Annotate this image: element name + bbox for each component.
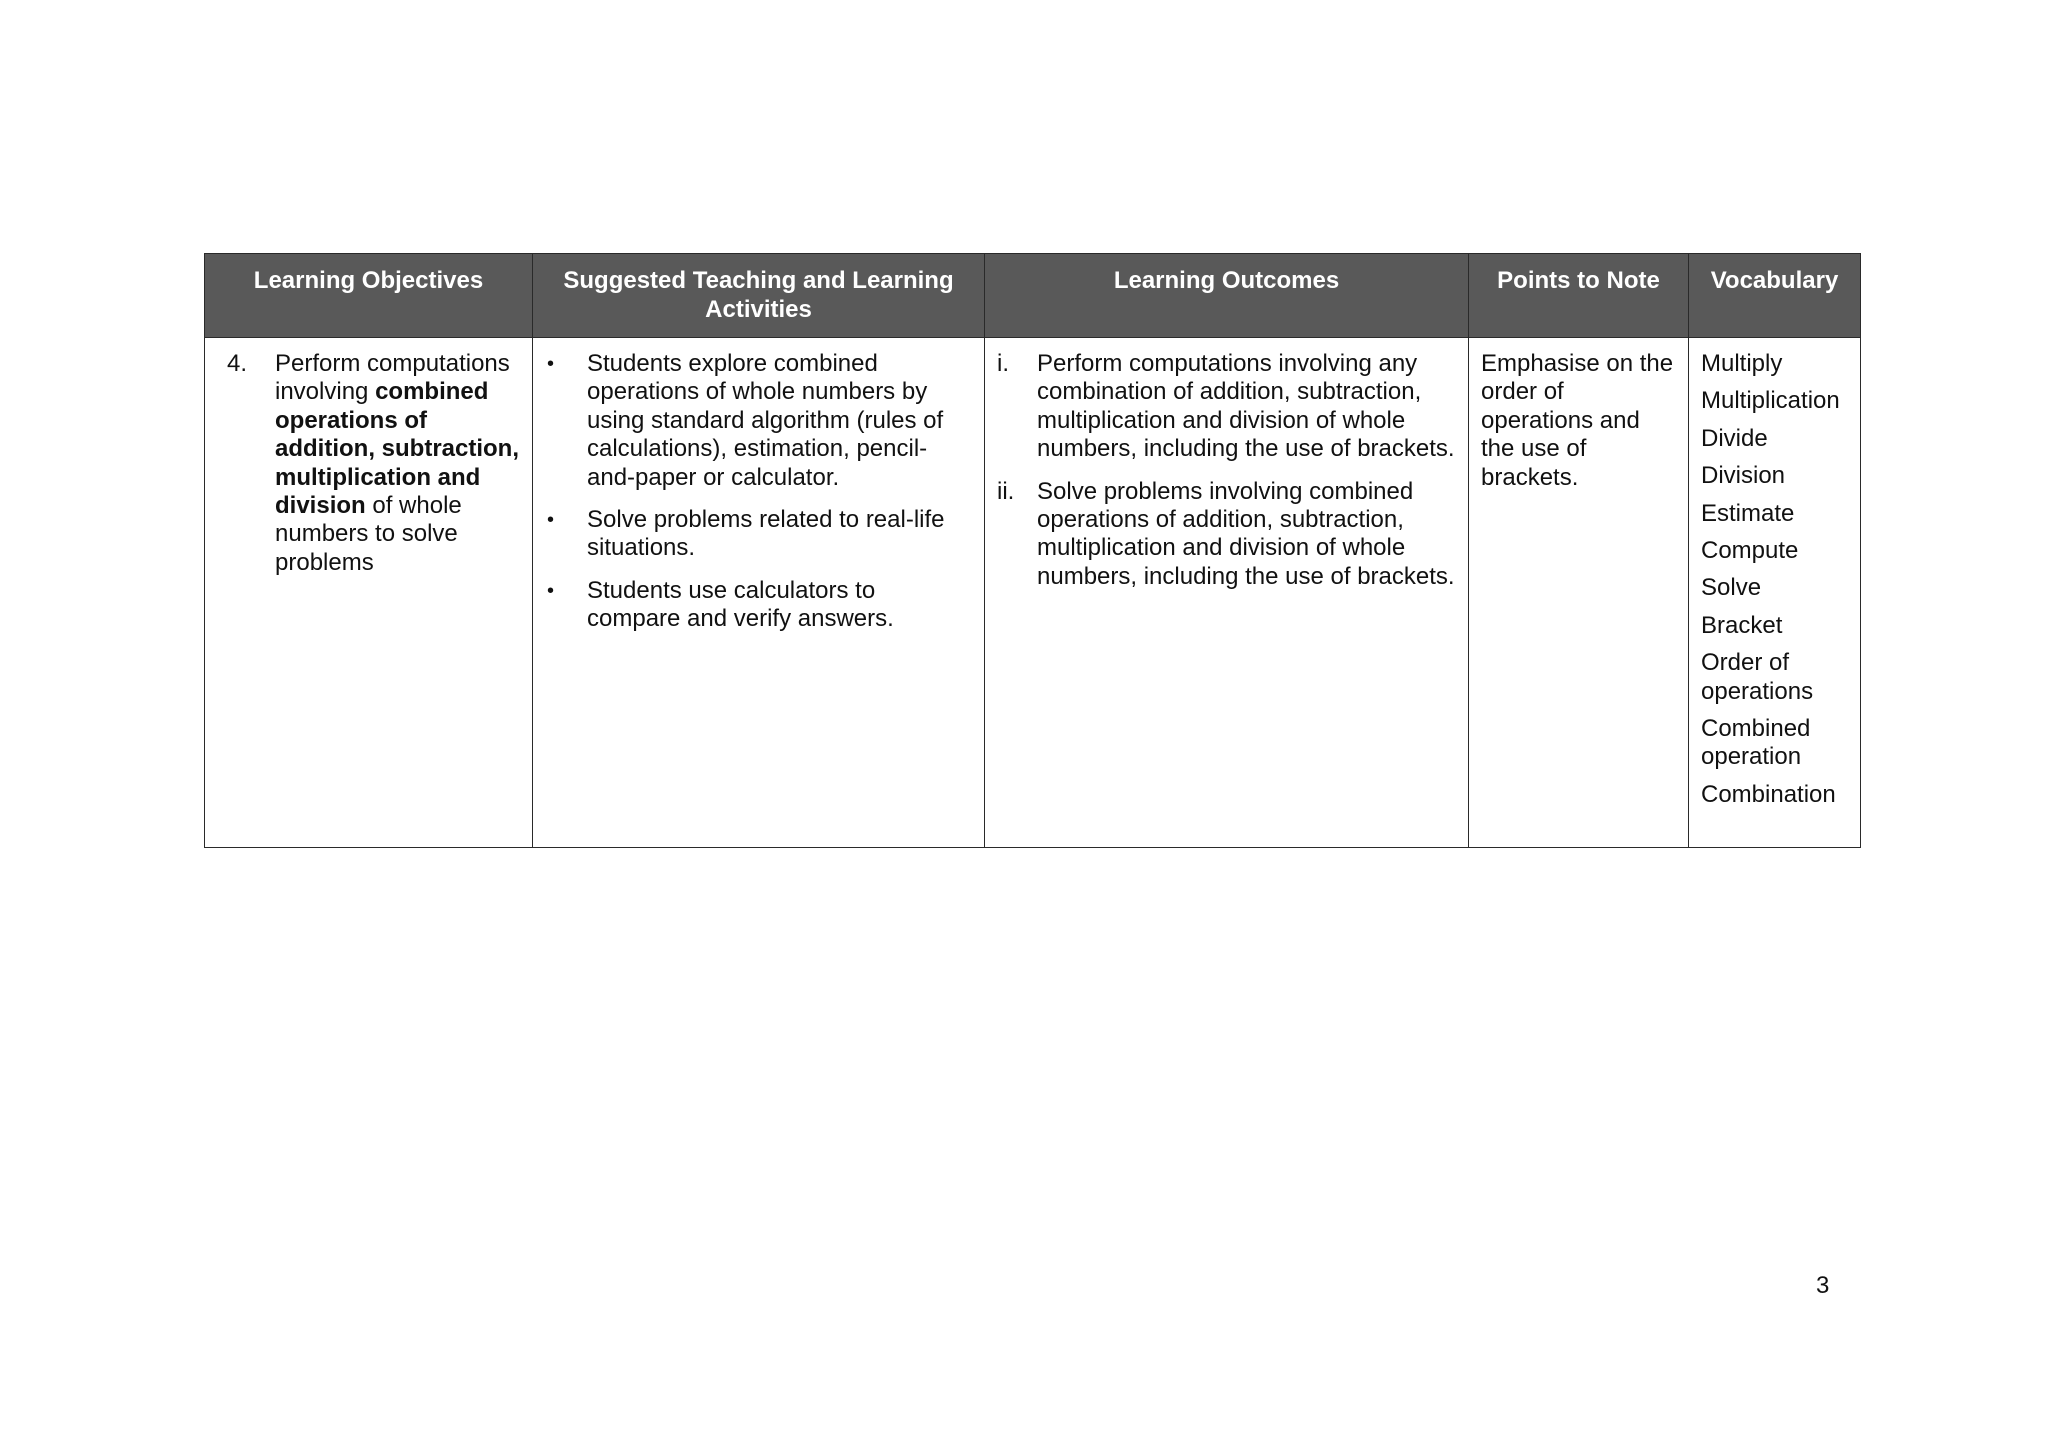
objective-text [275,350,522,577]
outcome-text: Perform computations involving any combination of addition, subtraction, multiplication and division of whole numbers, including the use of brackets. [1037,350,1455,463]
outcome-text: Solve problems involving combined operations of addition, subtraction, multiplication and division of whole numbers, including the use of brackets. [1037,477,1455,590]
objective-text-before: Perform computations involving [275,350,510,406]
objective-text-after: of whole numbers to solve problems [275,492,462,576]
outcomes-cell [985,338,1469,848]
points-to-note-cell [1469,338,1689,848]
header-learning-outcomes: Learning Outcomes [985,254,1469,338]
header-vocabulary: Vocabulary [1689,254,1861,338]
activities-list [545,350,974,634]
list-item [997,478,1458,592]
vocabulary-item: Multiply [1701,350,1783,377]
vocabulary-item: Combination [1701,780,1836,808]
list-item [997,350,1458,464]
outcome-marker: ii. [997,477,1015,505]
objective-item [217,350,522,577]
table-row [205,338,1861,848]
objective-cell [205,338,533,848]
bullet-icon: • [547,509,555,532]
syllabus-table [204,253,1861,848]
vocabulary-item: Order of operations [1701,649,1814,705]
vocabulary-item: Multiplication [1701,387,1840,415]
bullet-icon: • [547,579,555,602]
header-row [205,254,1861,338]
header-learning-objectives: Learning Objectives [205,254,533,338]
outcomes-list [997,350,1458,591]
header-teaching-activities: Suggested Teaching and Learning Activities [533,254,985,338]
header-points-to-note: Points to Note [1469,254,1689,338]
objective-text-bold: combined operations of addition, subtraction, multiplication and division [275,378,519,520]
list-item [545,577,974,634]
vocabulary-item: Estimate [1701,499,1795,527]
points-to-note-text: Emphasise on the order of operations and the use of brackets. [1481,350,1674,491]
activities-cell [533,338,985,848]
activity-text: Solve problems related to real-life situations. [587,506,945,562]
vocabulary-cell [1689,338,1861,848]
activity-text: Students explore combined operations of whole numbers by using standard algorithm (rules of calculations), estimation, pencil-and-paper or calculator. [587,350,944,491]
bullet-icon: • [547,353,555,375]
vocabulary-item: Combined operation [1701,715,1811,771]
vocabulary-item: Solve [1701,574,1762,602]
vocabulary-item: Divide [1701,424,1768,452]
vocabulary-item: Compute [1701,537,1799,565]
vocabulary-item: Bracket [1701,611,1783,639]
outcome-marker: i. [997,350,1009,377]
page-number: 3 [1816,1272,1830,1299]
list-item [545,350,974,492]
list-item [545,506,974,563]
objective-number: 4. [227,350,248,377]
vocabulary-item: Division [1701,462,1786,490]
activity-text: Students use calculators to compare and verify answers. [587,576,894,633]
